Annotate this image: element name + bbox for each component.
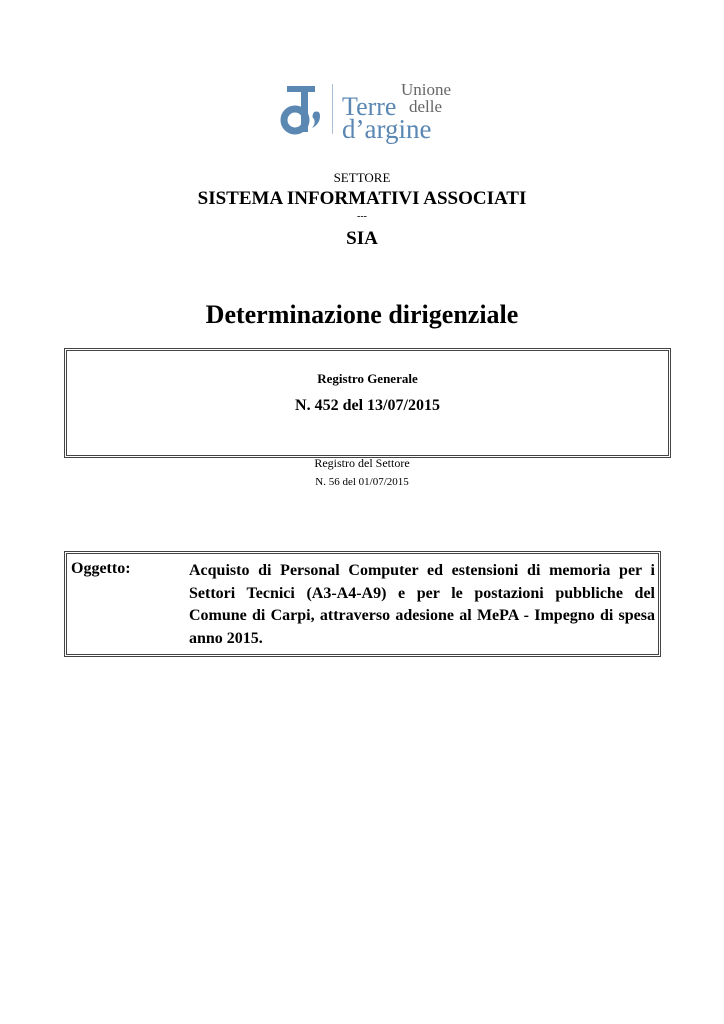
registro-generale-label: Registro Generale bbox=[317, 371, 418, 386]
registro-settore-label: Registro del Settore bbox=[314, 456, 410, 470]
registro-generale-box bbox=[64, 348, 671, 458]
oggetto-label: Oggetto: bbox=[71, 560, 131, 577]
settore-name: SISTEMA INFORMATIVI ASSOCIATI bbox=[197, 188, 527, 209]
registro-settore-value: N. 56 del 01/07/2015 bbox=[315, 476, 409, 488]
registro-generale-value: N. 452 del 13/07/2015 bbox=[295, 397, 440, 414]
settore-label: SETTORE bbox=[333, 170, 391, 185]
logo-monogram-icon bbox=[280, 78, 340, 144]
logo-word-delle: delle bbox=[409, 97, 443, 116]
document-title: Determinazione dirigenziale bbox=[205, 300, 519, 329]
logo-word-dargine: d’argine bbox=[342, 114, 432, 144]
oggetto-box bbox=[64, 551, 661, 657]
logo bbox=[280, 78, 452, 144]
oggetto-text: Acquisto di Personal Computer ed estensioni di memoria per i Settori Tecnici (A3-A4-A9) e per le postazioni pubbliche del Comune di Carpi, attraverso adesione al MePA - Impegno di spesa anno 2015. bbox=[189, 562, 655, 647]
settore-separator: --- bbox=[357, 211, 367, 222]
logo-word-terre: Terre bbox=[342, 92, 397, 121]
logo-word-unione: Unione bbox=[401, 80, 452, 99]
settore-code: SIA bbox=[346, 228, 378, 249]
